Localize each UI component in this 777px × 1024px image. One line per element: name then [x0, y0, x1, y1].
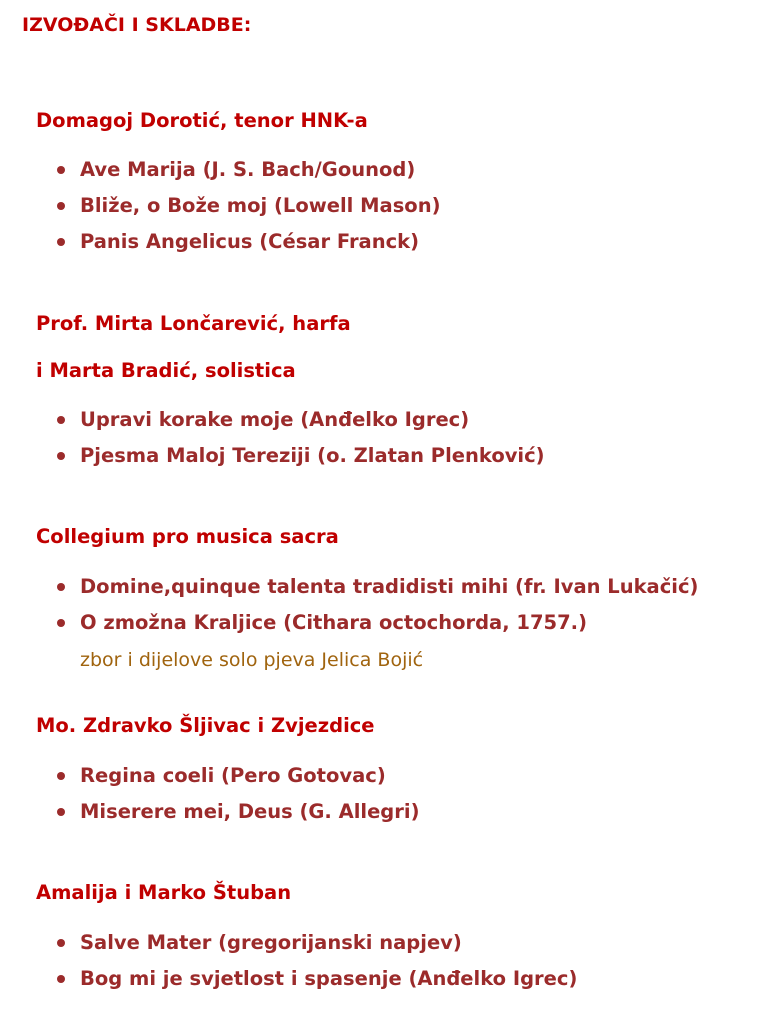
bullet-icon — [57, 975, 65, 983]
list-item — [0, 961, 577, 997]
performer-heading: Amalija i Marko Štuban — [36, 881, 292, 904]
list-item — [0, 569, 698, 605]
bullet-icon — [57, 452, 65, 460]
piece-list — [0, 402, 545, 474]
performer-heading: Domagoj Dorotić, tenor HNK-a — [36, 109, 368, 132]
performer-heading: Prof. Mirta Lončarević, harfa — [36, 312, 351, 335]
list-item — [0, 438, 545, 474]
performer-heading-continued: i Marta Bradić, solistica — [36, 359, 296, 382]
piece-title: Salve Mater (gregorijanski napjev) — [80, 931, 462, 954]
bullet-icon — [57, 166, 65, 174]
list-item — [0, 605, 698, 641]
list-item — [0, 402, 545, 438]
bullet-icon — [57, 772, 65, 780]
performer-heading: Collegium pro musica sacra — [36, 525, 339, 548]
list-item — [0, 224, 441, 260]
piece-title: Ave Marija (J. S. Bach/Gounod) — [80, 158, 416, 181]
piece-title: Regina coeli (Pero Gotovac) — [80, 764, 386, 787]
bullet-icon — [57, 619, 65, 627]
piece-list — [0, 569, 698, 641]
list-item — [0, 188, 441, 224]
bullet-icon — [57, 583, 65, 591]
piece-title: Upravi korake moje (Anđelko Igrec) — [80, 408, 470, 431]
list-item — [0, 925, 577, 961]
performer-note: zbor i dijelove solo pjeva Jelica Bojić — [80, 649, 424, 671]
bullet-icon — [57, 238, 65, 246]
bullet-icon — [57, 808, 65, 816]
bullet-icon — [57, 939, 65, 947]
list-item — [0, 152, 441, 188]
piece-title: Pjesma Maloj Tereziji (o. Zlatan Plenković) — [80, 444, 545, 467]
performer-heading: Mo. Zdravko Šljivac i Zvjezdice — [36, 714, 375, 737]
list-item — [0, 794, 419, 830]
piece-title: O zmožna Kraljice (Cithara octochorda, 1757.) — [80, 611, 587, 634]
piece-title: Domine,quinque talenta tradidisti mihi (fr. Ivan Lukačić) — [80, 575, 699, 598]
piece-list — [0, 758, 419, 830]
piece-list — [0, 925, 577, 997]
list-item — [0, 758, 419, 794]
piece-title: Bliže, o Bože moj (Lowell Mason) — [80, 194, 441, 217]
page-title: IZVOĐAČI I SKLADBE: — [22, 14, 252, 36]
bullet-icon — [57, 202, 65, 210]
bullet-icon — [57, 416, 65, 424]
piece-list — [0, 152, 441, 260]
piece-title: Miserere mei, Deus (G. Allegri) — [80, 800, 420, 823]
piece-title: Bog mi je svjetlost i spasenje (Anđelko Igrec) — [80, 967, 578, 990]
piece-title: Panis Angelicus (César Franck) — [80, 230, 420, 253]
